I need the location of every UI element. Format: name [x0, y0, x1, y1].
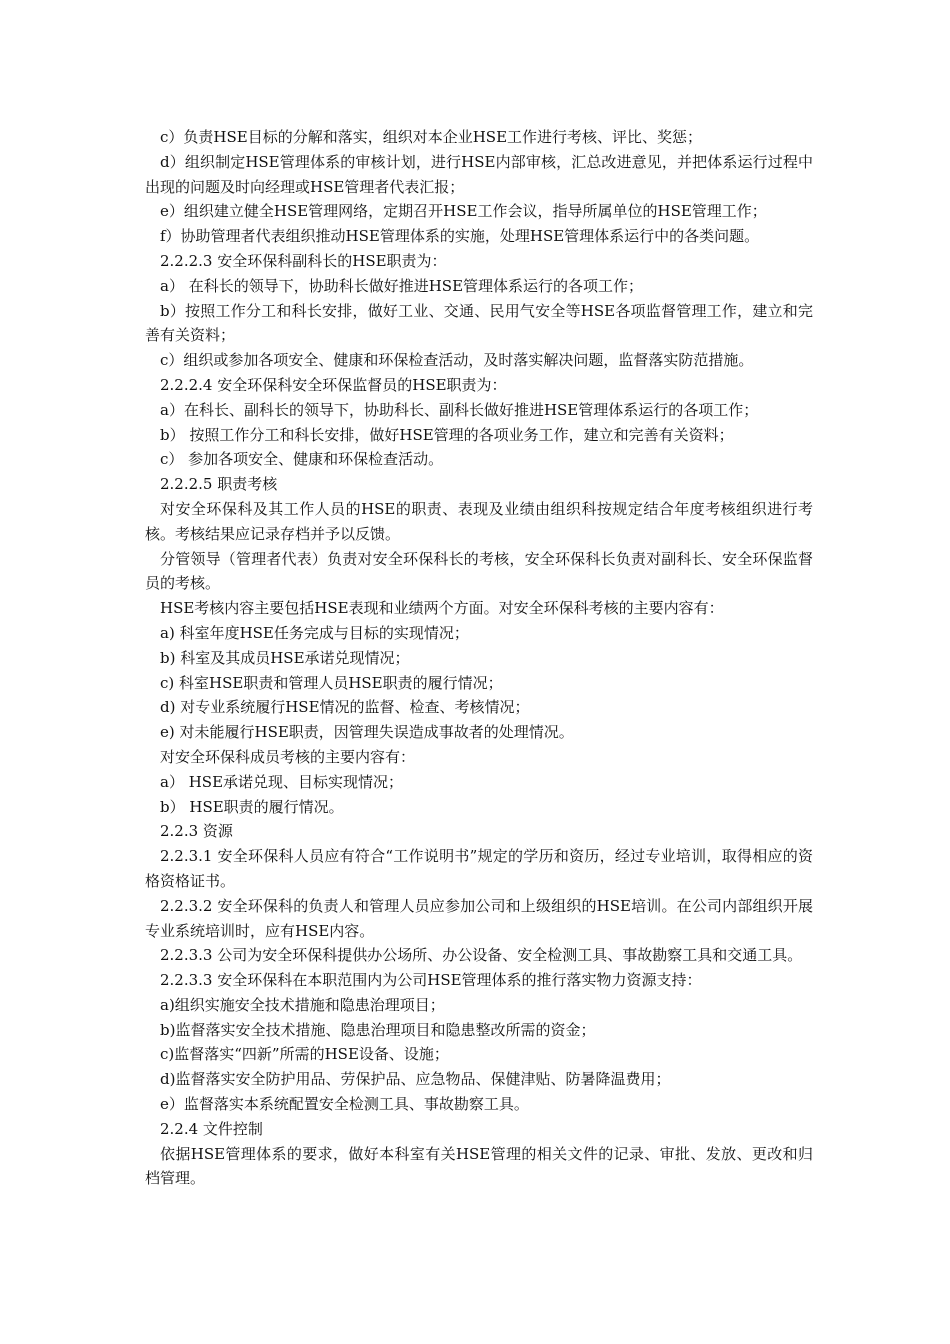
- paragraph: a） HSE承诺兑现、目标实现情况；: [160, 772, 404, 791]
- paragraph: b） HSE职责的履行情况。: [160, 797, 344, 816]
- paragraph: 对安全环保科及其工作人员的HSE的职责、表现及业绩由组织科按规定结合年度考核组织进行考核。考核结果应记录存档并予以反馈。: [145, 499, 813, 543]
- paragraph: c）组织或参加各项安全、健康和环保检查活动，及时落实解决问题，监督落实防范措施。: [160, 351, 754, 370]
- paragraph: a）在科长、副科长的领导下，协助科长、副科长做好推进HSE管理体系运行的各项工作；: [160, 400, 759, 419]
- section-heading: 2.2.3 资源: [160, 822, 233, 841]
- paragraph: a) 科室年度HSE任务完成与目标的实现情况；: [160, 623, 469, 642]
- paragraph: 对安全环保科成员考核的主要内容有：: [160, 747, 416, 766]
- paragraph: 2.2.3.1 安全环保科人员应有符合“工作说明书”规定的学历和资历，经过专业培训，取得相应的资格资格证书。: [145, 847, 813, 890]
- paragraph: e) 对未能履行HSE职责，因管理失误造成事故者的处理情况。: [160, 723, 574, 742]
- section-heading: 2.2.2.4 安全环保科安全环保监督员的HSE职责为：: [160, 375, 507, 394]
- paragraph: 依据HSE管理体系的要求，做好本科室有关HSE管理的相关文件的记录、审批、发放、更改和归档管理。: [145, 1144, 813, 1188]
- paragraph: d）组织制定HSE管理体系的审核计划，进行HSE内部审核，汇总改进意见，并把体系运行过程中出现的问题及时向经理或HSE管理者代表汇报；: [145, 152, 813, 196]
- paragraph: d) 对专业系统履行HSE情况的监督、检查、考核情况；: [160, 698, 530, 717]
- paragraph: a） 在科长的领导下，协助科长做好推进HSE管理体系运行的各项工作；: [160, 276, 644, 295]
- section-heading: 2.2.2.5 职责考核: [160, 475, 278, 494]
- paragraph: c) 科室HSE职责和管理人员HSE职责的履行情况；: [160, 673, 503, 692]
- paragraph: d)监督落实安全防护用品、劳保护品、应急物品、保健津贴、防暑降温费用；: [160, 1070, 671, 1089]
- paragraph: e）监督落实本系统配置安全检测工具、事故勘察工具。: [160, 1095, 529, 1114]
- paragraph: b） 按照工作分工和科长安排，做好HSE管理的各项业务工作，建立和完善有关资料；: [160, 425, 734, 444]
- paragraph: e）组织建立健全HSE管理网络，定期召开HSE工作会议，指导所属单位的HSE管理工作；: [160, 202, 767, 221]
- paragraph: b)监督落实安全技术措施、隐患治理项目和隐患整改所需的资金；: [160, 1020, 596, 1039]
- section-heading: 2.2.2.3 安全环保科副科长的HSE职责为：: [160, 251, 447, 270]
- paragraph: HSE考核内容主要包括HSE表现和业绩两个方面。对安全环保科考核的主要内容有：: [160, 599, 724, 618]
- paragraph: f）协助管理者代表组织推动HSE管理体系的实施，处理HSE管理体系运行中的各类问题。: [160, 227, 760, 246]
- section-heading: 2.2.4 文件控制: [160, 1119, 263, 1138]
- paragraph: 分管领导（管理者代表）负责对安全环保科长的考核，安全环保科长负责对副科长、安全环保监督员的考核。: [145, 549, 813, 593]
- paragraph: 2.2.3.3 安全环保科在本职范围内为公司HSE管理体系的推行落实物力资源支持：: [160, 971, 702, 990]
- paragraph: c）负责HSE目标的分解和落实，组织对本企业HSE工作进行考核、评比、奖惩；: [160, 128, 703, 146]
- paragraph: c)监督落实“四新”所需的HSE设备、设施；: [160, 1045, 449, 1064]
- document-body: [145, 125, 813, 1191]
- paragraph: b）按照工作分工和科长安排，做好工业、交通、民用气安全等HSE各项监督管理工作，建立和完善有关资料；: [145, 301, 813, 345]
- paragraph: 2.2.3.3 公司为安全环保科提供办公场所、办公设备、安全检测工具、事故勘察工具和交通工具。: [160, 946, 803, 965]
- paragraph: b) 科室及其成员HSE承诺兑现情况；: [160, 648, 410, 667]
- paragraph: 2.2.3.2 安全环保科的负责人和管理人员应参加公司和上级组织的HSE培训。在公司内部组织开展专业系统培训时，应有HSE内容。: [145, 896, 813, 940]
- paragraph: a)组织实施安全技术措施和隐患治理项目；: [160, 995, 445, 1014]
- paragraph: c） 参加各项安全、健康和环保检查活动。: [160, 450, 444, 469]
